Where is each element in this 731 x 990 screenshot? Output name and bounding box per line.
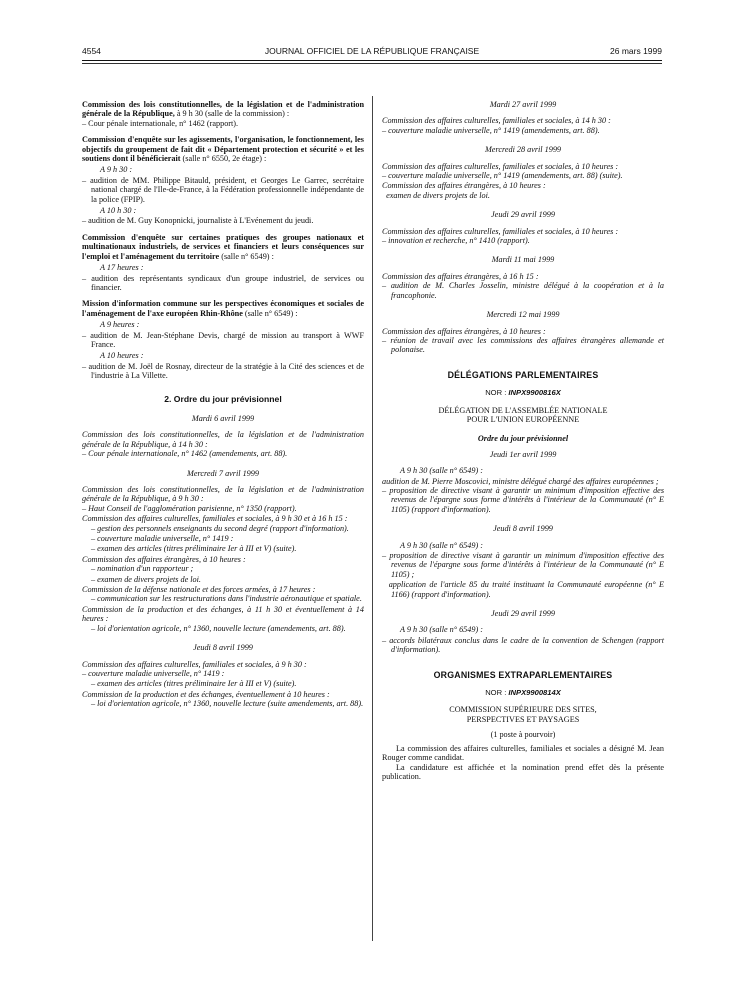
day-heading: Jeudi 8 avril 1999 bbox=[493, 524, 553, 534]
agenda-item: – loi d'orientation agricole, n° 1360, nouvelle lecture (suite amendements, art. 88). bbox=[91, 699, 364, 709]
issue-date: 26 mars 1999 bbox=[610, 46, 662, 56]
agenda-item-text: nomination d'un rapporteur ; bbox=[97, 564, 194, 574]
nor-reference bbox=[382, 388, 664, 397]
session-time: A 9 h 30 (salle n° 6549) : bbox=[400, 540, 483, 550]
journal-title: JOURNAL OFFICIEL DE LA RÉPUBLIQUE FRANÇAISE bbox=[264, 46, 480, 56]
agenda-item: – audition des représentants syndicaux d'un groupe industriel, de services ou financier. bbox=[82, 273, 364, 292]
session-time: A 10 heures : bbox=[100, 351, 144, 361]
agenda-item-text: audition de M. Joël de Rosnay, directeur de la stratégie à la Cité des sciences et de l'industrie à La Villette. bbox=[88, 361, 365, 381]
page-header bbox=[82, 46, 662, 60]
agenda-item: – Cour pénale internationale, n° 1462 (rapport). bbox=[82, 118, 239, 128]
agenda-item-text: examen des articles (titres préliminaire Ier à III et V) (suite). bbox=[97, 544, 297, 554]
commission-title: Mission d'information commune sur les perspectives économiques et sociales de l'aménagement de l'axe européen Rhin-Rhône bbox=[82, 299, 364, 318]
day-heading: Jeudi 29 avril 1999 bbox=[491, 210, 555, 220]
org-name-line: DÉLÉGATION DE L'ASSEMBLÉE NATIONALE bbox=[438, 405, 608, 415]
agenda-item: – couverture maladie universelle, n° 1419 (amendements, art. 88) (suite). bbox=[382, 171, 623, 181]
agenda-item: – loi d'orientation agricole, n° 1360, nouvelle lecture (amendements, art. 88). bbox=[91, 623, 346, 633]
agenda-item-text: couverture maladie universelle, n° 1419 (amendements, art. 88) (suite). bbox=[388, 171, 623, 181]
org-name-line: COMMISSION SUPÉRIEURE DES SITES, bbox=[449, 705, 597, 715]
nor-label: NOR : bbox=[485, 388, 509, 398]
commission-location: (salle n° 6549) : bbox=[242, 308, 298, 318]
agenda-item-text: communication sur les restructurations dans l'industrie aéronautique et spatiale. bbox=[97, 594, 362, 604]
agenda-item-text: innovation et recherche, n° 1410 (rapport). bbox=[388, 236, 530, 246]
agenda-item-text: audition de M. Jean-Stéphane Devis, chargé de mission au transport à WWF France. bbox=[90, 330, 364, 349]
entry-text: Commission des affaires étrangères, à 10 heures : bbox=[82, 554, 246, 564]
agenda-item: – proposition de directive visant à garantir un minimum d'imposition effective des revenus de l'épargne sous forme d'intérêts à l'intérieur de la Communauté (n° E 1105) (rapport d'information). bbox=[382, 485, 665, 514]
commission-heading bbox=[82, 135, 364, 163]
day-heading: Mardi 27 avril 1999 bbox=[489, 100, 557, 109]
agenda-item-text: audition de M. Guy Konopnicki, journaliste à L'Evénement du jeudi. bbox=[88, 216, 314, 226]
agenda-item: – couverture maladie universelle, n° 1419 (amendements, art. 88). bbox=[382, 125, 600, 135]
agenda-item: – Cour pénale internationale, n° 1462 (amendements, art. 88). bbox=[82, 449, 288, 459]
agenda-item-text: examen de divers projets de loi. bbox=[97, 574, 201, 584]
entry-text: Commission de la défense nationale et des forces armées, à 17 heures : bbox=[82, 585, 316, 595]
left-column bbox=[82, 100, 364, 710]
agenda-item-text: réunion de travail avec les commissions des affaires étrangères allemande et polonaise. bbox=[390, 335, 664, 355]
ordre-du-jour-title: Ordre du jour prévisionnel bbox=[477, 434, 569, 444]
day-heading: Jeudi 29 avril 1999 bbox=[491, 609, 555, 619]
poste-count: (1 poste à pourvoir) bbox=[490, 730, 556, 740]
nor-label: NOR : bbox=[485, 688, 509, 698]
agenda-item: – Haut Conseil de l'agglomération parisienne, n° 1350 (rapport). bbox=[82, 503, 297, 513]
nor-code: INPX9900816X bbox=[508, 388, 561, 398]
day-heading: Mercredi 7 avril 1999 bbox=[187, 468, 259, 478]
commission-title: Commission d'enquête sur les agissements, l'organisation, le fonctionnement, les objectifs du groupement de fait dit « Département protection et sécurité » et les soutiens dont il bénéficierait bbox=[82, 135, 364, 164]
agenda-item: – nomination d'un rapporteur ; bbox=[91, 564, 194, 574]
org-name-line: POUR L'UNION EUROPÉENNE bbox=[466, 414, 580, 424]
day-heading: Jeudi 8 avril 1999 bbox=[193, 643, 253, 653]
day-heading: Mardi 11 mai 1999 bbox=[491, 255, 555, 265]
agenda-item-text: audition de M. Charles Josselin, ministre délégué à la coopération et à la francophonie. bbox=[390, 281, 664, 300]
column-divider bbox=[372, 96, 373, 941]
right-column bbox=[382, 100, 664, 781]
agenda-item-text: couverture maladie universelle, n° 1419 : bbox=[97, 534, 234, 544]
commission-location: à 9 h 30 (salle de la commission) : bbox=[174, 109, 290, 119]
agenda-item: – proposition de directive visant à garantir un minimum d'imposition effective des revenus de l'épargne sous forme d'intérêts à l'intérieur de la Communauté (n° E 1105) ; bbox=[382, 551, 665, 579]
agenda-item: – gestion des personnels enseignants du second degré (rapport d'information). bbox=[91, 523, 349, 533]
entry-text: Commission des affaires culturelles, familiales et sociales, à 14 h 30 : bbox=[382, 116, 611, 126]
agenda-item-text: couverture maladie universelle, n° 1419 (amendements, art. 88). bbox=[388, 125, 600, 135]
entry-text: audition de M. Pierre Moscovici, ministre délégué chargé des affaires européennes ; bbox=[382, 476, 659, 486]
entry-text: Commission des affaires étrangères, à 10 heures : bbox=[382, 326, 546, 336]
agenda-item: – audition de M. Jean-Stéphane Devis, chargé de mission au transport à WWF France. bbox=[82, 330, 364, 349]
entry-text: Commission des affaires culturelles, familiales et sociales, à 10 heures : bbox=[382, 161, 619, 171]
day-heading: Jeudi 1er avril 1999 bbox=[489, 449, 557, 459]
page-number: 4554 bbox=[82, 46, 101, 56]
agenda-item: – audition de M. Joël de Rosnay, directeur de la stratégie à la Cité des sciences et de l'industrie à La Villette. bbox=[82, 361, 365, 381]
commission-block bbox=[82, 135, 364, 226]
agenda-item: – réunion de travail avec les commissions des affaires étrangères allemande et polonaise. bbox=[382, 335, 664, 355]
entry-text: Commission des affaires étrangères, à 16 h 15 : bbox=[382, 271, 539, 281]
session-time: A 10 h 30 : bbox=[100, 206, 137, 216]
agenda-item-text: audition des représentants syndicaux d'un groupe industriel, de services ou financier. bbox=[91, 273, 364, 292]
commission-location: (salle n° 6550, 2e étage) : bbox=[180, 154, 267, 164]
organismes-heading: ORGANISMES EXTRAPARLEMENTAIRES bbox=[433, 669, 613, 680]
session-time: A 9 h 30 : bbox=[100, 165, 133, 175]
header-rule-thin bbox=[82, 63, 662, 64]
entry-text: Commission de la production et des échanges, éventuellement à 10 heures : bbox=[82, 689, 330, 699]
session-time: A 9 h 30 (salle n° 6549) : bbox=[400, 466, 483, 476]
nor-reference bbox=[382, 688, 664, 697]
commission-heading bbox=[82, 100, 364, 119]
section-title: 2. Ordre du jour prévisionnel bbox=[164, 393, 282, 404]
commission-title: Commission d'enquête sur certaines pratiques des groupes nationaux et multinationaux industriels, de services et financiers et leurs conséquences sur l'emploi et l'aménagement du territoire bbox=[82, 232, 364, 261]
agenda-item: – audition de M. Charles Josselin, ministre délégué à la coopération et à la francophonie. bbox=[382, 281, 664, 300]
commission-block bbox=[82, 233, 364, 292]
agenda-item-text: loi d'orientation agricole, n° 1360, nouvelle lecture (amendements, art. 88). bbox=[97, 623, 346, 633]
agenda-item: – couverture maladie universelle, n° 1419 : bbox=[91, 534, 234, 544]
agenda-item bbox=[382, 580, 664, 599]
header-rule-thick bbox=[82, 60, 662, 61]
agenda-item-text: couverture maladie universelle, n° 1419 : bbox=[88, 668, 225, 678]
entry-text: Commission des affaires culturelles, familiales et sociales, à 9 h 30 et à 16 h 15 : bbox=[82, 514, 348, 524]
agenda-item-text: audition de MM. Philippe Bitauld, président, et Georges Le Garrec, secrétaire national chargé de l'Ile-de-France, à la Fédération professionnelle indépendante de la police (FPIP). bbox=[90, 175, 365, 204]
entry-text: Commission des affaires culturelles, familiales et sociales, à 10 heures : bbox=[382, 226, 619, 236]
day-heading: Mardi 6 avril 1999 bbox=[191, 413, 255, 423]
day-heading: Mercredi 12 mai 1999 bbox=[486, 310, 560, 320]
commission-heading bbox=[82, 233, 364, 261]
commission-block bbox=[82, 299, 364, 380]
agenda-item: – couverture maladie universelle, n° 1419 : bbox=[82, 668, 225, 678]
commission-title: Commission des lois constitutionnelles, de la législation et de l'administration générale de la République, bbox=[82, 100, 364, 119]
agenda-item bbox=[382, 191, 664, 200]
agenda-item-text: Cour pénale internationale, n° 1462 (rapport). bbox=[88, 118, 239, 128]
agenda-item: – innovation et recherche, n° 1410 (rapport). bbox=[382, 236, 530, 246]
agenda-item-text: examen de divers projets de loi. bbox=[386, 190, 490, 200]
agenda-item-text: proposition de directive visant à garantir un minimum d'imposition effective des revenus de l'épargne sous forme d'intérêts à l'intérieur de la Communauté (n° E 1105) (rapport d'information). bbox=[389, 485, 665, 514]
session-time: A 9 h 30 (salle n° 6549) : bbox=[400, 625, 483, 635]
nomination-paragraph: La commission des affaires culturelles, familiales et sociales a désigné M. Jean Rouger comme candidat. bbox=[382, 743, 664, 763]
entry-text: Commission des lois constitutionnelles, de la législation et de l'administration générale de la République, à 14 h 30 : bbox=[82, 430, 364, 449]
agenda-item-text: Cour pénale internationale, n° 1462 (amendements, art. 88). bbox=[88, 449, 288, 459]
entry-text: Commission des affaires étrangères, à 10 heures : bbox=[382, 181, 546, 191]
org-name-line: PERSPECTIVES ET PAYSAGES bbox=[466, 714, 580, 724]
commission-block bbox=[82, 100, 364, 128]
agenda-item: – audition de MM. Philippe Bitauld, président, et Georges Le Garrec, secrétaire national chargé de l'Ile-de-France, à la Fédération professionnelle indépendante de la police (FPIP). bbox=[82, 175, 365, 204]
agenda-item: – accords bilatéraux conclus dans le cadre de la convention de Schengen (rapport d'information). bbox=[382, 635, 665, 655]
nomination-paragraph: La candidature est affichée et la nomination prend effet dès la présente publication. bbox=[382, 762, 664, 781]
delegations-heading: DÉLÉGATIONS PARLEMENTAIRES bbox=[447, 369, 599, 380]
agenda-item-text: gestion des personnels enseignants du second degré (rapport d'information). bbox=[97, 523, 349, 533]
session-time: A 17 heures : bbox=[100, 263, 144, 273]
session-time: A 9 heures : bbox=[100, 320, 140, 330]
agenda-item-text: accords bilatéraux conclus dans le cadre de la convention de Schengen (rapport d'information). bbox=[389, 635, 665, 655]
agenda-item: – examen de divers projets de loi. bbox=[91, 574, 201, 584]
commission-heading bbox=[82, 299, 364, 318]
entry-text: Commission de la production et des échanges, à 11 h 30 et éventuellement à 14 heures : bbox=[82, 604, 364, 624]
nor-code: INPX9900814X bbox=[508, 688, 561, 698]
agenda-item-text: loi d'orientation agricole, n° 1360, nouvelle lecture (suite amendements, art. 88). bbox=[97, 699, 364, 709]
agenda-item-text: application de l'article 85 du traité instituant la Communauté européenne (n° E 1166) (rapport d'information). bbox=[388, 580, 664, 599]
entry-text: Commission des lois constitutionnelles, de la législation et de l'administration générale de la République, à 9 h 30 : bbox=[82, 485, 364, 504]
agenda-item: – communication sur les restructurations dans l'industrie aéronautique et spatiale. bbox=[91, 594, 362, 604]
commission-location: (salle n° 6549) : bbox=[219, 251, 274, 261]
agenda-item-text: Haut Conseil de l'agglomération parisienne, n° 1350 (rapport). bbox=[88, 503, 297, 513]
agenda-item-text: examen des articles (titres préliminaire Ier à III et V) (suite). bbox=[97, 679, 297, 689]
agenda-item: – audition de M. Guy Konopnicki, journaliste à L'Evénement du jeudi. bbox=[82, 216, 314, 226]
agenda-item: – examen des articles (titres préliminaire Ier à III et V) (suite). bbox=[91, 679, 297, 689]
agenda-item: – examen des articles (titres préliminaire Ier à III et V) (suite). bbox=[91, 544, 297, 554]
agenda-item-text: proposition de directive visant à garantir un minimum d'imposition effective des revenus de l'épargne sous forme d'intérêts à l'intérieur de la Communauté (n° E 1105) ; bbox=[389, 551, 665, 579]
entry-text: Commission des affaires culturelles, familiales et sociales, à 9 h 30 : bbox=[82, 659, 307, 669]
day-heading: Mercredi 28 avril 1999 bbox=[484, 145, 562, 155]
